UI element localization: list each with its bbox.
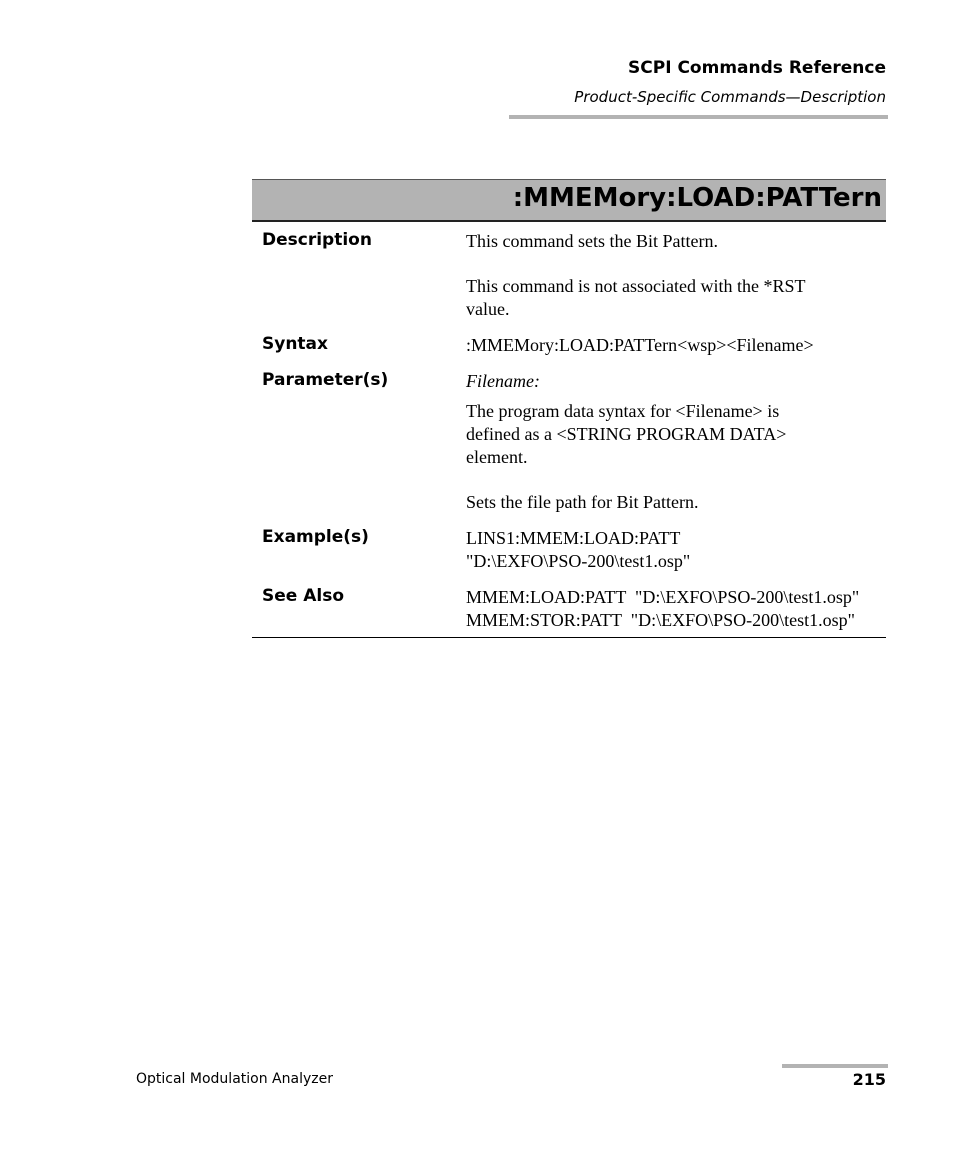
syntax-label: Syntax [262,334,328,354]
description-text-1: This command sets the Bit Pattern. [466,231,718,251]
page-number: 215 [852,1070,886,1089]
running-header-subtitle: Product-Specific Commands—Description [574,88,886,106]
examples-label: Example(s) [262,527,369,547]
examples-text: LINS1:MMEM:LOAD:PATT "D:\EXFO\PSO-200\test1.osp" [466,528,691,571]
command-title: :MMEMory:LOAD:PATTern [512,183,882,213]
see-also-text: MMEM:LOAD:PATT "D:\EXFO\PSO-200\test1.osp" MMEM:STOR:PATT "D:\EXFO\PSO-200\test1.osp" [466,587,860,630]
command-title-bar [252,179,886,222]
footer-product-name: Optical Modulation Analyzer [136,1071,333,1087]
parameters-label: Parameter(s) [262,370,389,390]
see-also-label: See Also [262,586,345,606]
parameter-name: Filename: [466,371,540,391]
running-header-title: SCPI Commands Reference [628,58,886,78]
syntax-text: :MMEMory:LOAD:PATTern<wsp><Filename> [466,335,814,355]
parameter-note: Sets the file path for Bit Pattern. [466,492,699,512]
table-bottom-rule [252,637,886,638]
description-text-2: This command is not associated with the *RST value. [466,276,806,319]
header-divider [509,115,888,119]
parameter-description: The program data syntax for <Filename> is defined as a <STRING PROGRAM DATA> element. [466,401,787,467]
footer-divider [782,1064,888,1068]
description-label: Description [262,230,372,250]
